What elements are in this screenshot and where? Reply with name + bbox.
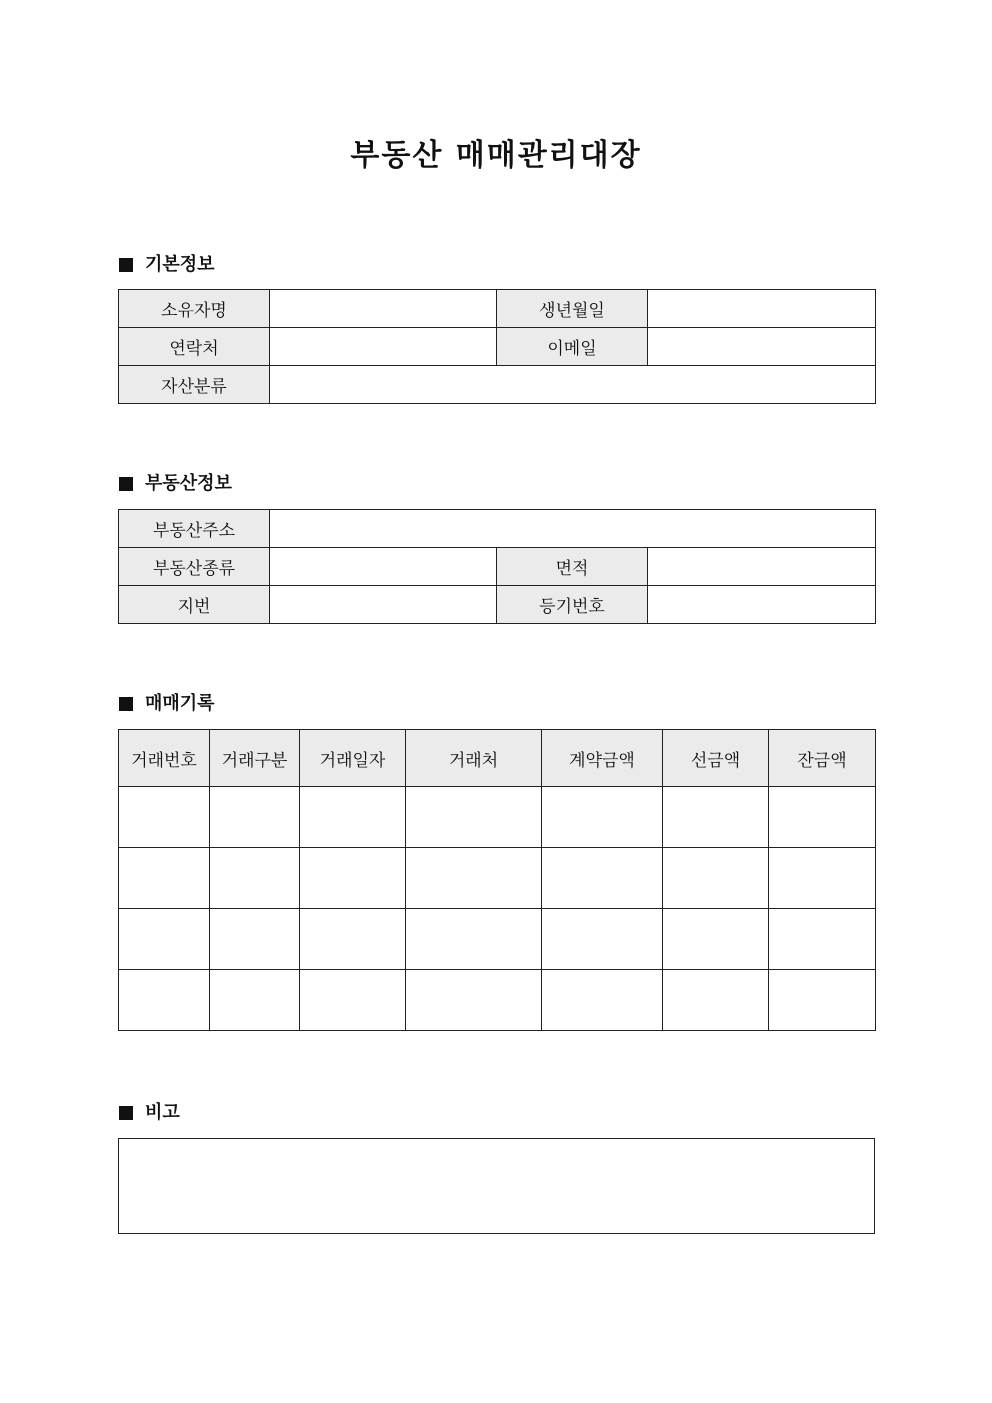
column-header-trade-date: 거래일자 xyxy=(300,730,406,787)
table-cell[interactable] xyxy=(663,848,769,909)
basic-info-table xyxy=(118,289,876,404)
column-header-trade-type: 거래구분 xyxy=(210,730,300,787)
lot-number-label: 지번 xyxy=(119,586,270,624)
lot-number-field[interactable] xyxy=(270,586,497,624)
owner-name-label: 소유자명 xyxy=(119,290,270,328)
column-header-contract-amount: 계약금액 xyxy=(542,730,663,787)
table-cell[interactable] xyxy=(119,848,210,909)
table-cell[interactable] xyxy=(210,970,300,1031)
table-cell[interactable] xyxy=(769,787,876,848)
table-cell[interactable] xyxy=(119,787,210,848)
area-label: 면적 xyxy=(497,548,648,586)
email-label: 이메일 xyxy=(497,328,648,366)
property-info-heading xyxy=(119,472,232,496)
area-field[interactable] xyxy=(648,548,876,586)
table-cell[interactable] xyxy=(769,848,876,909)
table-cell[interactable] xyxy=(542,787,663,848)
column-header-counterparty: 거래처 xyxy=(406,730,542,787)
column-header-balance-amount: 잔금액 xyxy=(769,730,876,787)
square-bullet-icon xyxy=(119,477,133,491)
table-cell[interactable] xyxy=(663,787,769,848)
table-cell[interactable] xyxy=(210,848,300,909)
property-address-label: 부동산주소 xyxy=(119,510,270,548)
birthdate-field[interactable] xyxy=(648,290,876,328)
asset-class-label: 자산분류 xyxy=(119,366,270,404)
table-cell[interactable] xyxy=(300,787,406,848)
table-cell[interactable] xyxy=(406,909,542,970)
birthdate-label: 생년월일 xyxy=(497,290,648,328)
table-row xyxy=(119,848,876,909)
property-type-field[interactable] xyxy=(270,548,497,586)
square-bullet-icon xyxy=(119,697,133,711)
table-cell[interactable] xyxy=(663,970,769,1031)
asset-class-field[interactable] xyxy=(270,366,876,404)
property-info-table xyxy=(118,509,876,624)
table-cell[interactable] xyxy=(769,909,876,970)
document-title: 부동산 매매관리대장 xyxy=(350,138,642,173)
registry-number-label: 등기번호 xyxy=(497,586,648,624)
trade-records-table xyxy=(118,729,876,1031)
column-header-trade-no: 거래번호 xyxy=(119,730,210,787)
table-cell[interactable] xyxy=(542,848,663,909)
basic-info-heading xyxy=(119,253,215,277)
table-cell[interactable] xyxy=(300,848,406,909)
table-cell[interactable] xyxy=(542,970,663,1031)
square-bullet-icon xyxy=(119,258,133,272)
table-row xyxy=(119,909,876,970)
property-address-field[interactable] xyxy=(270,510,876,548)
property-type-label: 부동산종류 xyxy=(119,548,270,586)
table-cell[interactable] xyxy=(119,970,210,1031)
owner-name-field[interactable] xyxy=(270,290,497,328)
contact-field[interactable] xyxy=(270,328,497,366)
square-bullet-icon xyxy=(119,1106,133,1120)
table-cell[interactable] xyxy=(406,787,542,848)
table-cell[interactable] xyxy=(300,970,406,1031)
remarks-heading xyxy=(119,1101,180,1125)
table-cell[interactable] xyxy=(119,909,210,970)
table-cell[interactable] xyxy=(406,970,542,1031)
remarks-box[interactable] xyxy=(118,1138,875,1234)
property-info-heading-text: 부동산정보 xyxy=(145,473,232,494)
table-row xyxy=(119,787,876,848)
table-cell[interactable] xyxy=(542,909,663,970)
table-cell[interactable] xyxy=(300,909,406,970)
registry-number-field[interactable] xyxy=(648,586,876,624)
table-cell[interactable] xyxy=(769,970,876,1031)
table-cell[interactable] xyxy=(210,787,300,848)
table-row xyxy=(119,970,876,1031)
table-cell[interactable] xyxy=(406,848,542,909)
contact-label: 연락처 xyxy=(119,328,270,366)
trade-records-heading xyxy=(119,692,215,716)
table-cell[interactable] xyxy=(210,909,300,970)
column-header-advance-amount: 선금액 xyxy=(663,730,769,787)
trade-records-heading-text: 매매기록 xyxy=(145,693,215,714)
remarks-heading-text: 비고 xyxy=(145,1102,180,1123)
basic-info-heading-text: 기본정보 xyxy=(145,254,215,275)
table-cell[interactable] xyxy=(663,909,769,970)
email-field[interactable] xyxy=(648,328,876,366)
